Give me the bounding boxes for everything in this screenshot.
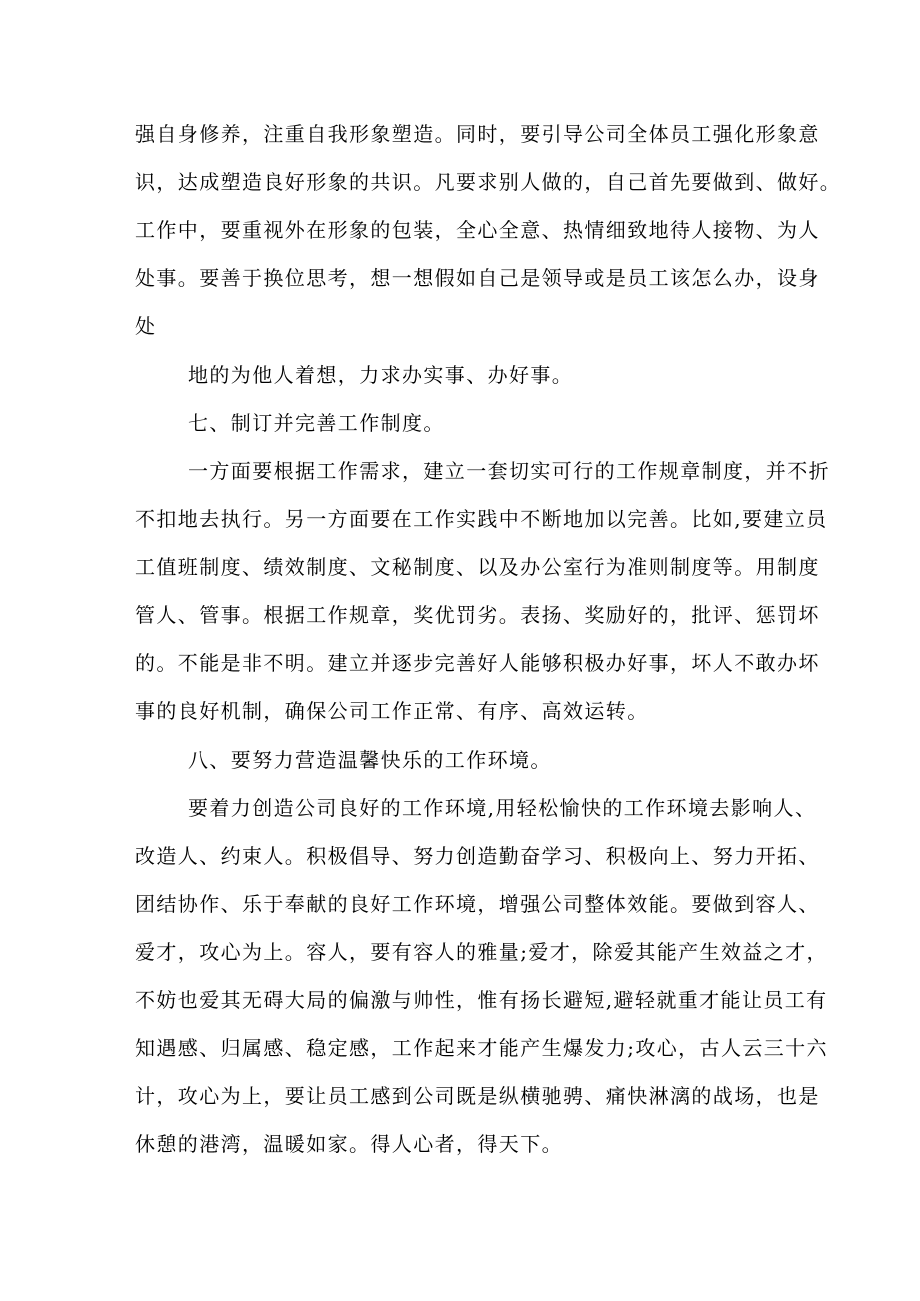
text-line: 知遇感、归属感、稳定感，工作起来才能产生爆发力;攻心，古人云三十六 — [135, 1036, 828, 1060]
text-line: 工作中，要重视外在形象的包装，全心全意、热情细致地待人接物、为人 — [135, 218, 820, 242]
section-heading: 七、制订并完善工作制度。 — [188, 411, 445, 435]
text-line: 计，攻心为上，要让员工感到公司既是纵横驰骋、痛快淋漓的战场，也是 — [135, 1084, 820, 1108]
text-line: 爱才，攻心为上。容人，要有容人的雅量;爱才，除爱其能产生效益之才， — [135, 940, 828, 964]
section-heading: 八、要努力营造温馨快乐的工作环境。 — [188, 748, 552, 772]
text-line: 一方面要根据工作需求，建立一套切实可行的工作规章制度，并不折 — [188, 459, 830, 483]
text-line: 管人、管事。根据工作规章，奖优罚劣。表扬、奖励好的，批评、惩罚坏 — [135, 603, 820, 627]
text-line: 不扣地去执行。另一方面要在工作实践中不断地加以完善。比如,要建立员 — [135, 507, 828, 531]
text-line: 处事。要善于换位思考，想一想假如自己是领导或是员工该怎么办，设身 — [135, 266, 820, 290]
text-line: 事的良好机制，确保公司工作正常、有序、高效运转。 — [135, 699, 649, 723]
text-line: 要着力创造公司良好的工作环境,用轻松愉快的工作环境去影响人、 — [188, 796, 817, 820]
text-line: 处 — [135, 314, 157, 338]
text-line: 休憩的港湾，温暖如家。得人心者，得天下。 — [135, 1132, 563, 1156]
text-line: 地的为他人着想，力求办实事、办好事。 — [188, 363, 574, 387]
text-line: 团结协作、乐于奉献的良好工作环境，增强公司整体效能。要做到容人、 — [135, 892, 820, 916]
text-line: 不妨也爱其无碍大局的偏激与帅性，惟有扬长避短,避轻就重才能让员工有 — [135, 988, 828, 1012]
text-line: 强自身修养，注重自我形象塑造。同时，要引导公司全体员工强化形象意 — [135, 122, 820, 146]
text-line: 识，达成塑造良好形象的共识。凡要求别人做的，自己首先要做到、做好。 — [135, 170, 842, 194]
text-line: 的。不能是非不明。建立并逐步完善好人能够积极办好事，坏人不敢办坏 — [135, 651, 820, 675]
text-line: 改造人、约束人。积极倡导、努力创造勤奋学习、积极向上、努力开拓、 — [135, 844, 820, 868]
text-line: 工值班制度、绩效制度、文秘制度、以及办公室行为准则制度等。用制度 — [135, 555, 820, 579]
